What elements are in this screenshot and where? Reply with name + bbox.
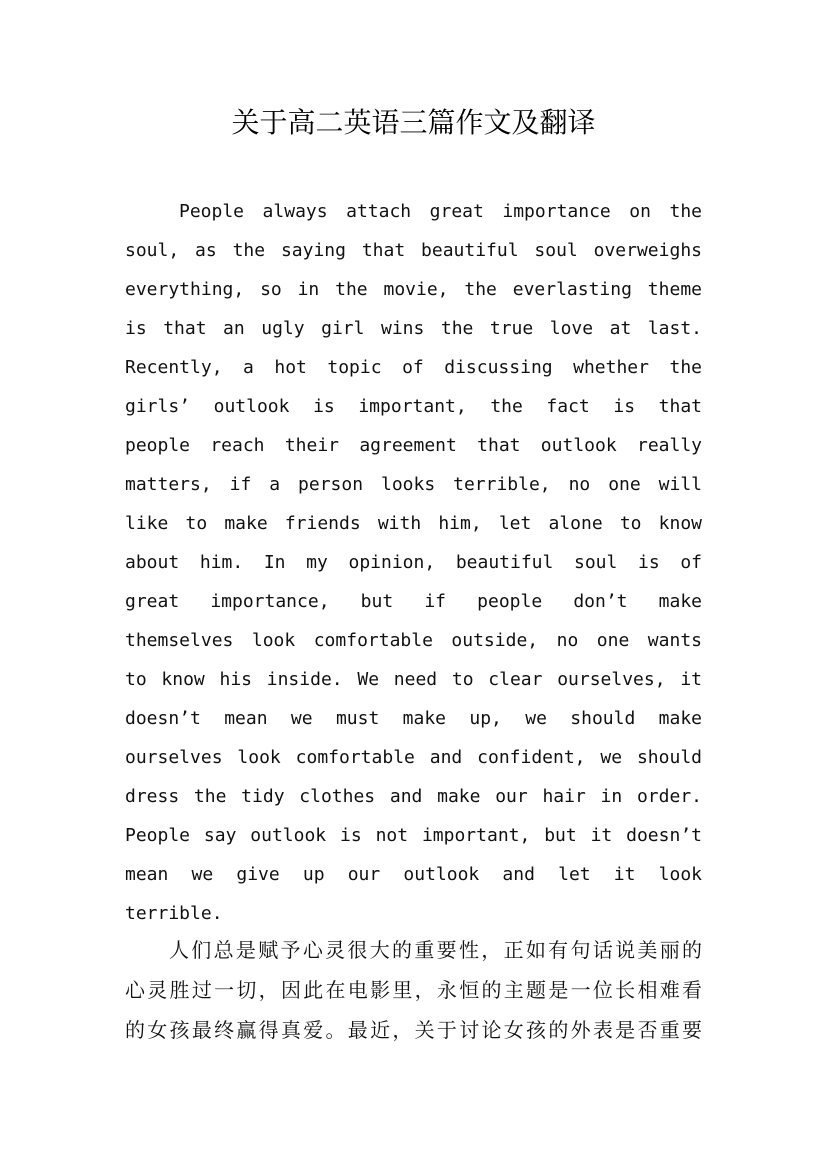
english-line: everything, so in the movie, the everlasting theme: [125, 279, 702, 300]
english-line: ourselves look comfortable and confident, we should: [125, 747, 702, 768]
english-line: People always attach great importance on the: [179, 201, 702, 222]
english-line: girls’ outlook is important, the fact is that: [125, 396, 702, 417]
english-line: is that an ugly girl wins the true love at last.: [125, 318, 702, 339]
chinese-line: 人们总是赋予心灵很大的重要性，正如有句话说美丽的: [169, 938, 702, 962]
english-line: mean we give up our outlook and let it look: [125, 864, 702, 885]
english-line: soul, as the saying that beautiful soul overweighs: [125, 240, 702, 261]
english-line: People say outlook is not important, but it doesn’t: [125, 825, 702, 846]
english-line: to know his inside. We need to clear ourselves, it: [125, 669, 702, 690]
chinese-line: 心灵胜过一切，因此在电影里，永恒的主题是一位长相难看: [125, 978, 702, 1002]
english-essay: [125, 192, 702, 933]
english-line: themselves look comfortable outside, no one wants: [125, 630, 702, 651]
english-line: dress the tidy clothes and make our hair in order.: [125, 786, 702, 807]
english-line: Recently, a hot topic of discussing whether the: [125, 357, 702, 378]
english-line: matters, if a person looks terrible, no one will: [125, 474, 702, 495]
document-title: 关于高二英语三篇作文及翻译: [231, 106, 596, 139]
english-line: about him. In my opinion, beautiful soul is of: [125, 552, 702, 573]
english-line: doesn’t mean we must make up, we should make: [125, 708, 702, 729]
chinese-line: 的女孩最终赢得真爱。最近，关于讨论女孩的外表是否重要: [125, 1018, 702, 1042]
english-line: terrible.: [125, 903, 223, 924]
english-line: great importance, but if people don’t make: [125, 591, 702, 612]
english-line: like to make friends with him, let alone to know: [125, 513, 702, 534]
english-line: people reach their agreement that outlook really: [125, 435, 702, 456]
chinese-translation: [125, 930, 702, 1050]
